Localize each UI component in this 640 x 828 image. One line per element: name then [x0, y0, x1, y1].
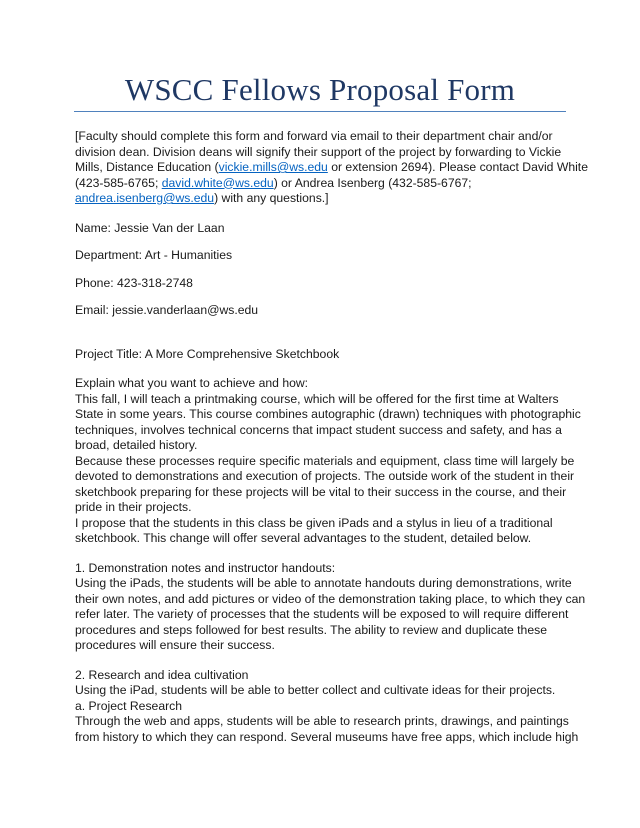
intro-text: Mills, Distance Education (	[75, 160, 219, 174]
text-line: broad, detailed history.	[75, 438, 198, 452]
explain-paragraph-1	[75, 391, 581, 454]
intro-paragraph	[75, 129, 588, 207]
section-1-heading: 1. Demonstration notes and instructor handouts:	[75, 560, 336, 575]
text-line: refer later. The variety of processes that the students will be exposed to will require different	[75, 607, 569, 621]
david-email-link[interactable]: david.white@ws.edu	[161, 175, 274, 190]
text-line: procedures will ensure their success.	[75, 638, 275, 652]
text-line: devoted to demonstrations and execution of projects. The outside work of the student in their	[75, 469, 575, 483]
intro-text: (423-585-6765;	[75, 175, 162, 190]
intro-line-2: division dean. Division deans will signify their support of the project by forwarding to Vickie	[75, 144, 562, 159]
text-line: Through the web and apps, students will be able to research prints, drawings, and paintings	[75, 714, 569, 728]
text-line: techniques, involves technical concerns that impact student success and safety, and has a	[75, 422, 562, 437]
intro-text: ) or Andrea Isenberg (432-585-6767;	[273, 175, 472, 190]
text-line: sketchbook preparing for these projects will be vital to their success in the course, and their	[75, 484, 567, 499]
project-title-field: Project Title: A More Comprehensive Sketchbook	[75, 346, 340, 361]
explain-paragraph-2	[75, 454, 575, 516]
department-field: Department: Art - Humanities	[75, 248, 233, 262]
text-line: Because these processes require specific materials and equipment, class time will largely be	[75, 453, 575, 468]
intro-line-3	[75, 160, 588, 176]
text-line: sketchbook. This change will offer several advantages to the student, detailed below.	[75, 531, 532, 545]
name-field: Name: Jessie Van der Laan	[75, 220, 225, 235]
intro-text: or extension 2694). Please contact David White	[327, 160, 588, 174]
intro-line-1: [Faculty should complete this form and forward via email to their department chair and/or	[75, 129, 553, 143]
email-field: Email: jessie.vanderlaan@ws.edu	[75, 303, 259, 317]
section-1-body	[75, 576, 586, 654]
text-line: Using the iPads, the students will be able to annotate handouts during demonstrations, write	[75, 576, 572, 590]
text-line: This fall, I will teach a printmaking course, which will be offered for the first time at Walters	[75, 391, 559, 406]
phone-field: Phone: 423-318-2748	[75, 275, 193, 290]
text-line: I propose that the students in this class be given iPads and a stylus in lieu of a traditional	[75, 515, 553, 530]
text-line: Using the iPad, students will be able to better collect and cultivate ideas for their projects.	[75, 683, 556, 697]
document-body	[75, 129, 588, 745]
section-2-body	[75, 683, 579, 745]
section-2-heading: 2. Research and idea cultivation	[75, 667, 249, 682]
intro-line-4	[75, 176, 575, 192]
explain-paragraph-3	[75, 516, 575, 547]
text-line: State in some years. This course combines autographic (drawn) techniques with photographic	[75, 407, 581, 421]
title-underline	[74, 111, 566, 112]
subheading-project-research: a. Project Research	[75, 698, 183, 713]
text-line: procedures and steps followed for best results. The ability to review and duplicate these	[75, 622, 547, 637]
intro-line-5	[75, 191, 575, 207]
page-title: WSCC Fellows Proposal Form	[124, 72, 516, 107]
text-line: their own notes, and add pictures or video of the demonstration taking place, to which they can	[75, 591, 586, 606]
vickie-email-link[interactable]: vickie.mills@ws.edu	[218, 160, 328, 174]
intro-text: ) with any questions.]	[214, 191, 329, 205]
text-line: from history to which they can respond. Several museums have free apps, which include high	[75, 729, 579, 744]
explain-heading: Explain what you want to achieve and how:	[75, 376, 309, 390]
andrea-email-link[interactable]: andrea.isenberg@ws.edu	[75, 191, 215, 205]
text-line: pride in their projects.	[75, 500, 192, 514]
